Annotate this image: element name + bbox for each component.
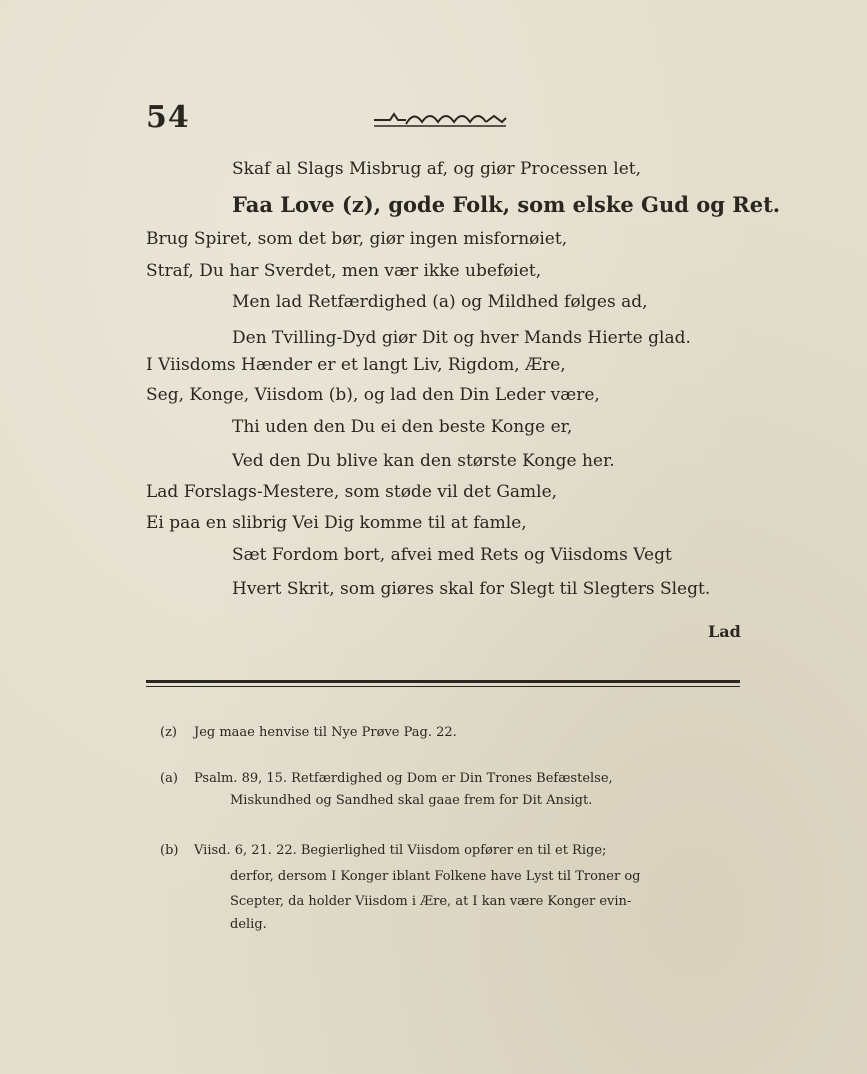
footnote-b <box>160 842 606 860</box>
footnote-b-line-4: delig. <box>230 917 267 932</box>
poem-line-2: Faa Love (z), gode Folk, som elske Gud og Ret. <box>232 192 781 217</box>
poem-line-11: Lad Forslags-Mestere, som støde vil det Gamle, <box>146 482 558 502</box>
footnote-b-line-2: derfor, dersom I Konger iblant Folkene have Lyst til Troner og <box>230 869 641 884</box>
footnote-rule-thin <box>146 686 740 687</box>
poem-line-6: Den Tvilling-Dyd giør Dit og hver Mands Hierte glad. <box>232 328 691 348</box>
footnote-z <box>160 724 457 742</box>
footnote-z-line-1: Jeg maae henvise til Nye Prøve Pag. 22. <box>194 725 457 740</box>
footnote-rule-thick <box>146 680 740 683</box>
poem-line-8: Seg, Konge, Viisdom (b), og lad den Din Leder være, <box>146 385 600 405</box>
poem-line-7: I Viisdoms Hænder er et langt Liv, Rigdom, Ære, <box>146 355 566 375</box>
poem-line-3: Brug Spiret, som det bør, giør ingen misfornøiet, <box>146 229 568 249</box>
catchword: Lad <box>708 622 741 641</box>
footnote-a-line-2: Miskundhed og Sandhed skal gaae frem for Dit Ansigt. <box>230 793 593 808</box>
poem-line-13: Sæt Fordom bort, afvei med Rets og Viisdoms Vegt <box>232 545 672 565</box>
poem-line-4: Straf, Du har Sverdet, men vær ikke ubeføiet, <box>146 261 542 281</box>
footnote-b-label: (b) <box>160 843 179 858</box>
poem-line-14: Hvert Skrit, som giøres skal for Slegt til Slegters Slegt. <box>232 579 711 599</box>
page-number: 54 <box>146 100 190 135</box>
poem-line-10: Ved den Du blive kan den største Konge her. <box>232 451 615 471</box>
footnote-a-label: (a) <box>160 771 178 786</box>
footnote-a-line-1: Psalm. 89, 15. Retfærdighed og Dom er Din Trones Befæstelse, <box>194 771 613 786</box>
header-ornament-icon <box>370 106 510 130</box>
poem-line-9: Thi uden den Du ei den beste Konge er, <box>232 417 573 437</box>
footnote-z-label: (z) <box>160 725 177 740</box>
poem-line-5-text: Men lad Retfærdighed (a) og Mildhed følges ad, <box>232 292 648 312</box>
footnote-b-line-3: Scepter, da holder Viisdom i Ære, at I kan være Konger evin- <box>230 894 632 909</box>
poem-line-5 <box>232 291 648 313</box>
footnote-a <box>160 770 613 788</box>
poem-line-1: Skaf al Slags Misbrug af, og giør Processen let, <box>232 159 642 179</box>
poem-line-12: Ei paa en slibrig Vei Dig komme til at famle, <box>146 513 527 533</box>
footnote-b-line-1: Viisd. 6, 21. 22. Begierlighed til Viisdom opfører en til et Rige; <box>194 843 607 858</box>
